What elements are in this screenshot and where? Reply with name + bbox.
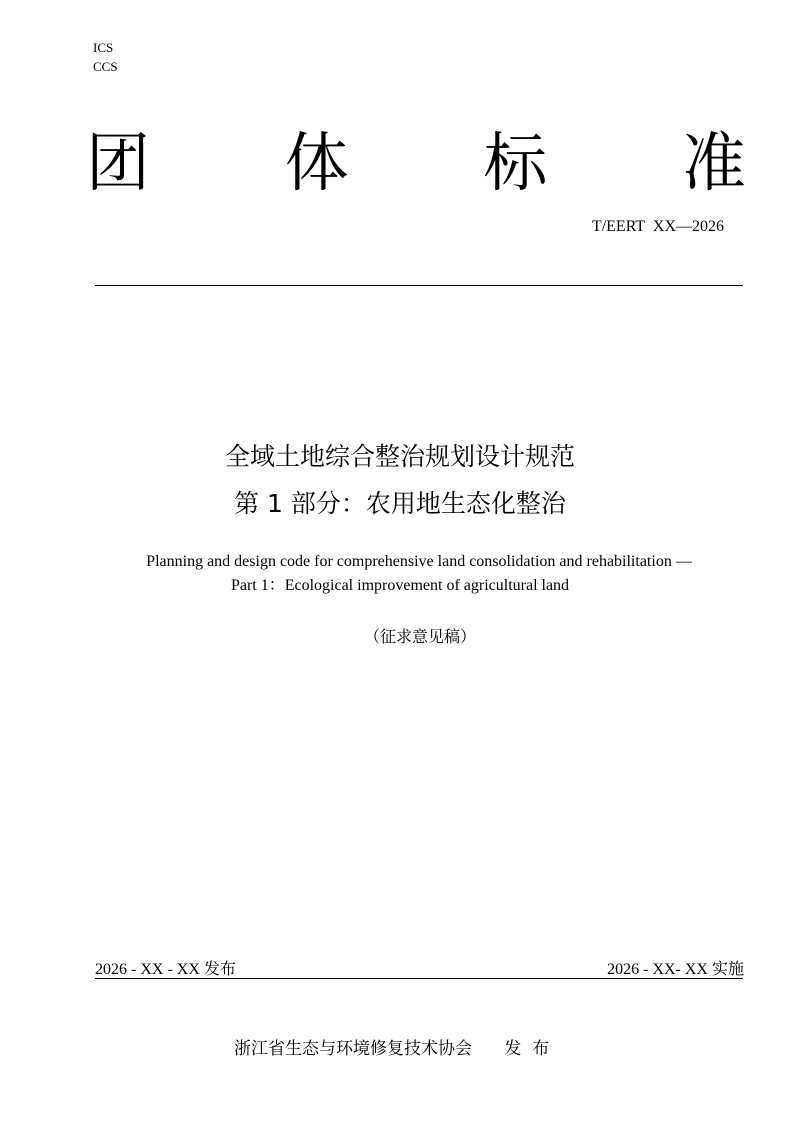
ics-label: ICS — [93, 40, 114, 55]
classification-codes — [93, 38, 118, 76]
title-chinese-main: 全域土地综合整治规划设计规范 — [224, 442, 575, 471]
header-divider — [95, 285, 743, 286]
draft-status: （征求意见稿） — [363, 627, 476, 646]
ccs-label: CCS — [93, 59, 118, 74]
footer-divider — [95, 978, 743, 979]
standard-type-heading — [86, 124, 746, 204]
standard-type-char-3: 标 — [483, 127, 548, 201]
title-english-part: Part 1：Ecological improvement of agricultural land — [230, 577, 570, 594]
standard-type-char-4: 准 — [681, 127, 746, 201]
issue-date: 2026 - XX - XX 发布 — [95, 961, 236, 978]
implementation-date: 2026 - XX- XX 实施 — [607, 961, 744, 978]
publisher: 浙江省生态与环境修复技术协会 发 布 — [234, 1039, 550, 1059]
standard-type-char-2: 体 — [284, 127, 349, 201]
standard-code: T/EERT XX—2026 — [591, 218, 724, 235]
title-chinese-part: 第 1 部分：农用地生态化整治 — [234, 489, 566, 518]
title-english-main: Planning and design code for comprehensive land consolidation and rehabilitation — — [146, 553, 692, 570]
standard-type-char-1: 团 — [86, 127, 150, 201]
